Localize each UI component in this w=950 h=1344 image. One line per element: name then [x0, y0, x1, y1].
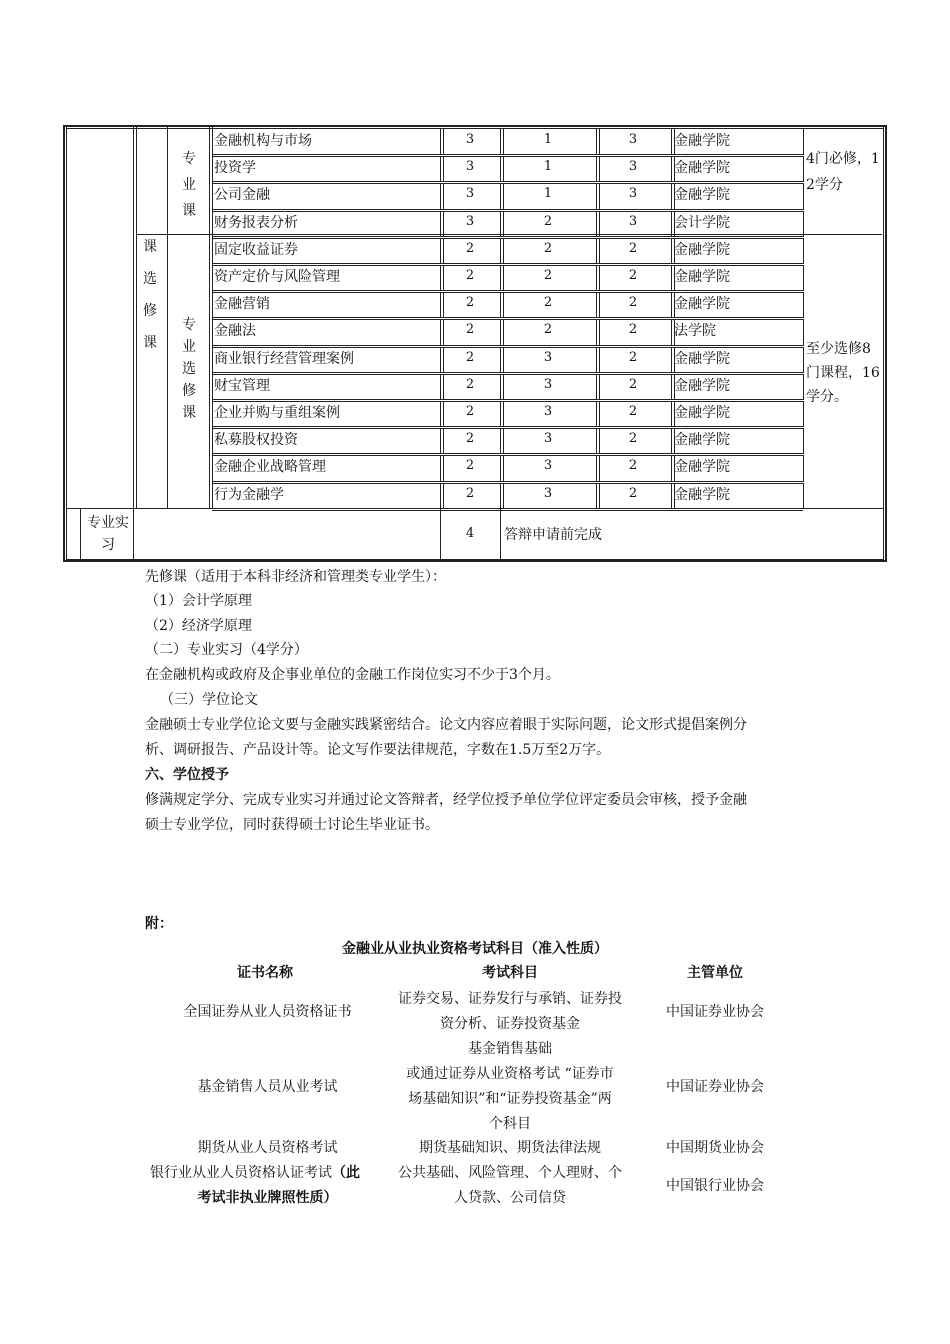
practice-note: 答辩申请前完成 [504, 527, 602, 543]
cell-credits: 2 [465, 376, 475, 392]
cell-hours: 2 [628, 458, 638, 474]
degree-title: 六、学位授予 [145, 767, 229, 783]
cell-dept: 金融学院 [674, 241, 730, 258]
cell-semester: 2 [543, 213, 553, 229]
cell-credits: 2 [465, 349, 475, 365]
prereq-title: 先修课（适用于本科非经济和管理类专业学生）： [145, 569, 446, 585]
cell-dept: 金融学院 [674, 269, 730, 285]
cell-dept: 金融学院 [674, 133, 730, 149]
cert-name: 银行业从业人员资格认证考试（此 考试非执业牌照性质） [150, 1165, 360, 1206]
cell-hours: 2 [628, 404, 638, 419]
cell-semester: 1 [543, 159, 553, 175]
governing-body: 中国证券业协会 [666, 1003, 764, 1020]
cell-hours: 2 [628, 268, 638, 283]
cell-course: 固定收益证券 [214, 241, 298, 258]
thesis-line-1: 金融硕士专业学位论文要与金融实践紧密结合。论文内容应着眼于实际问题，论文形式提倡案例分 [145, 717, 747, 733]
cell-credits: 3 [465, 132, 475, 147]
cell-course: 金融法 [214, 323, 256, 340]
elective-note: 至少选修8门课程，16学分。 [806, 341, 880, 405]
cell-course: 企业并购与重组案例 [214, 405, 340, 421]
cell-dept: 金融学院 [674, 160, 730, 177]
cell-credits: 2 [465, 240, 475, 256]
cell-semester: 2 [543, 295, 553, 311]
elective-group-label: 专 业 选 修 课 [182, 317, 196, 421]
cell-dept: 金融学院 [674, 296, 730, 313]
cell-course: 财宝管理 [214, 377, 270, 394]
governing-body: 中国银行业协会 [666, 1177, 764, 1194]
governing-body: 中国证券业协会 [666, 1078, 764, 1095]
cell-hours: 2 [628, 485, 638, 501]
cell-dept: 金融学院 [674, 432, 730, 449]
cell-hours: 2 [628, 431, 638, 447]
cell-hours: 2 [628, 295, 638, 311]
cert-name: 期货从业人员资格考试 [197, 1140, 338, 1156]
cell-dept: 金融学院 [674, 486, 730, 503]
practice-body: 在金融机构或政府及企事业单位的金融工作岗位实习不少于3个月。 [145, 667, 560, 683]
curriculum-table [0, 0, 950, 570]
cell-credits: 2 [465, 295, 475, 311]
cell-semester: 3 [543, 431, 553, 447]
cell-dept: 金融学院 [674, 377, 730, 394]
cell-semester: 3 [543, 349, 553, 365]
cell-course: 商业银行经营管理案例 [214, 350, 354, 367]
cell-credits: 2 [465, 458, 475, 474]
exam-subject: 基金销售基础 或通过证券从业资格考试 “证券市 场基础知识”和“证券投资基金”两 个科目 [406, 1041, 614, 1132]
cell-credits: 2 [465, 431, 475, 447]
cell-course: 公司金融 [214, 187, 270, 204]
cell-hours: 3 [628, 132, 638, 147]
cell-course: 行为金融学 [214, 486, 284, 503]
degree-line-2: 硕士专业学位，同时获得硕士讨论生毕业证书。 [145, 817, 439, 833]
elective-outer-label: 课 选 修 课 [143, 239, 157, 351]
required-note: 4门必修，12学分 [806, 151, 880, 193]
exam-subject: 期货基础知识、期货法律法规 [419, 1140, 601, 1156]
exam-subject: 公共基础、风险管理、个人理财、个 人贷款、公司信贷 [398, 1165, 622, 1206]
degree-line-1: 修满规定学分、完成专业实习并通过论文答辩者，经学位授予单位学位评定委员会审核，授予金融 [145, 792, 747, 808]
practice-label: 专业实习 [87, 515, 129, 553]
cell-dept: 金融学院 [674, 350, 730, 367]
appendix-header-subject: 考试科目 [482, 965, 538, 981]
cell-hours: 2 [628, 376, 638, 392]
cell-course: 私募股权投资 [214, 432, 298, 449]
cell-course: 财务报表分析 [214, 214, 298, 231]
appendix-header-name: 证书名称 [237, 965, 293, 981]
practice-title: （二）专业实习（4学分） [145, 642, 308, 658]
cell-hours: 2 [628, 240, 638, 256]
appendix-label: 附： [145, 916, 173, 932]
cell-credits: 2 [465, 485, 475, 501]
thesis-title: （三）学位论文 [160, 692, 258, 708]
cell-course: 金融企业战略管理 [214, 459, 326, 476]
cert-name: 全国证券从业人员资格证书 [183, 1003, 352, 1020]
cell-course: 资产定价与风险管理 [214, 269, 340, 285]
prereq-item-2: （2）经济学原理 [145, 618, 252, 634]
cell-semester: 1 [543, 132, 553, 147]
cell-credits: 3 [465, 213, 475, 229]
cell-hours: 2 [628, 349, 638, 365]
required-group-label: 专 业 课 [182, 151, 196, 219]
governing-body: 中国期货业协会 [666, 1140, 764, 1156]
cell-credits: 2 [465, 322, 475, 338]
cell-hours: 2 [628, 322, 638, 338]
cell-course: 投资学 [214, 160, 256, 177]
cell-dept: 金融学院 [674, 405, 730, 421]
prereq-item-1: （1）会计学原理 [145, 593, 252, 609]
cell-hours: 3 [628, 213, 638, 229]
cell-credits: 2 [465, 268, 475, 283]
cell-dept: 法学院 [674, 323, 716, 340]
cell-credits: 3 [465, 159, 475, 175]
cell-semester: 1 [543, 186, 553, 202]
cell-hours: 3 [628, 186, 638, 202]
cell-course: 金融机构与市场 [214, 133, 312, 149]
cell-hours: 3 [628, 159, 638, 175]
cell-dept: 金融学院 [674, 459, 730, 476]
cell-course: 金融营销 [214, 296, 270, 313]
cell-semester: 2 [543, 322, 553, 338]
cell-semester: 3 [543, 404, 553, 419]
thesis-line-2: 析、调研报告、产品设计等。论文写作要法律规范，字数在1.5万至2万字。 [145, 742, 611, 758]
practice-credits: 4 [465, 526, 475, 541]
cell-semester: 2 [543, 268, 553, 283]
cell-credits: 3 [465, 186, 475, 202]
exam-subject: 证券交易、证券发行与承销、证券投 资分析、证券投资基金 [398, 991, 622, 1032]
appendix-header-unit: 主管单位 [687, 965, 743, 981]
cell-semester: 2 [543, 240, 553, 256]
cell-semester: 3 [543, 485, 553, 501]
cell-dept: 金融学院 [674, 187, 730, 204]
cert-name: 基金销售人员从业考试 [197, 1078, 338, 1095]
cell-semester: 3 [543, 376, 553, 392]
cell-dept: 会计学院 [674, 214, 730, 231]
cell-semester: 3 [543, 458, 553, 474]
cell-credits: 2 [465, 404, 475, 419]
appendix-title: 金融业从业执业资格考试科目（准入性质） [342, 941, 608, 957]
